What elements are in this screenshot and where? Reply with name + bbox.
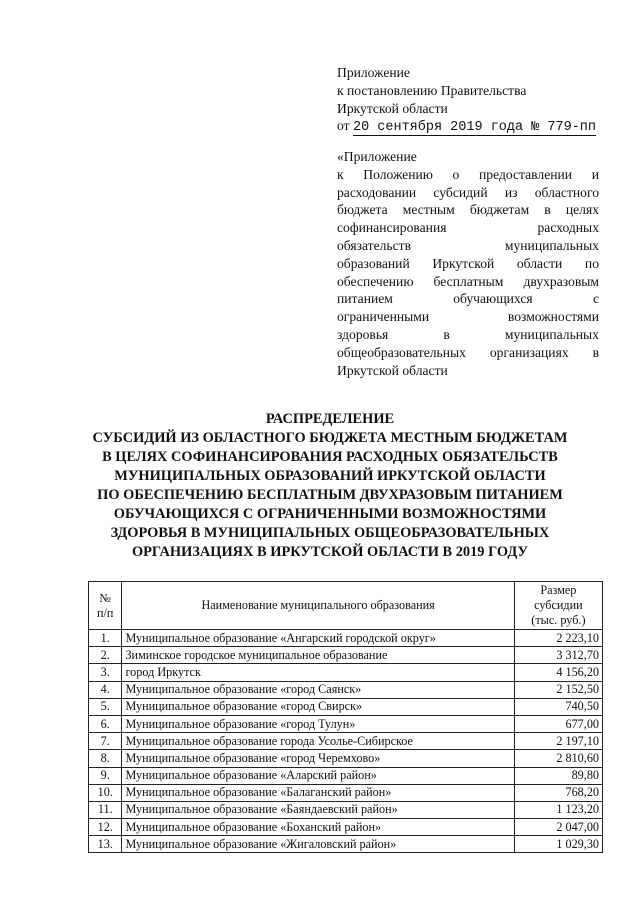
appendix-date-line: [337, 117, 599, 137]
document-title: [60, 410, 600, 562]
row-number: 5.: [89, 698, 122, 715]
row-subsidy: 2 197,10: [514, 733, 602, 750]
title-line: РАСПРЕДЕЛЕНИЕ: [265, 411, 395, 427]
table-row: [89, 750, 603, 767]
row-subsidy: 2 152,50: [514, 681, 602, 698]
row-number: 12.: [89, 819, 122, 836]
row-subsidy: 3 312,70: [514, 647, 602, 664]
title-line: ЗДОРОВЬЯ В МУНИЦИПАЛЬНЫХ ОБЩЕОБРАЗОВАТЕЛЬНЫХ: [110, 525, 550, 541]
table-row: [89, 630, 603, 647]
row-municipality: город Иркутск: [122, 664, 514, 681]
table-row: [89, 767, 603, 784]
header-subsidy-line: (тыс. руб.): [531, 613, 586, 627]
regulation-line: образований Иркутской области по: [337, 255, 599, 271]
row-municipality: Муниципальное образование «Боханский район»: [122, 819, 514, 836]
regulation-reference: [337, 148, 599, 379]
row-subsidy: 1 029,30: [514, 836, 602, 853]
regulation-line: софинансирования расходных: [337, 220, 599, 236]
row-municipality: Муниципальное образование «Баяндаевский район»: [122, 801, 514, 818]
row-number: 8.: [89, 750, 122, 767]
row-municipality: Муниципальное образование «Жигаловский район»: [122, 836, 514, 853]
row-number: 13.: [89, 836, 122, 853]
regulation-line: здоровья в муниципальных: [337, 326, 599, 342]
title-line: МУНИЦИПАЛЬНЫХ ОБРАЗОВАНИЙ ИРКУТСКОЙ ОБЛАСТИ: [114, 468, 546, 484]
table-row: [89, 664, 603, 681]
header-subsidy-line: Размер: [540, 583, 577, 597]
regulation-line: к Положению о предоставлении и: [337, 166, 599, 182]
row-municipality: Муниципальное образование «город Черемхово»: [122, 750, 514, 767]
row-municipality: Муниципальное образование «город Свирск»: [122, 698, 514, 715]
row-municipality: Муниципальное образование «Ангарский городской округ»: [122, 630, 514, 647]
table-row: [89, 733, 603, 750]
regulation-line: питанием обучающихся с: [337, 291, 599, 307]
table-row: [89, 698, 603, 715]
row-number: 1.: [89, 630, 122, 647]
subsidy-table: [88, 581, 603, 853]
header-number-line: п/п: [97, 605, 114, 620]
regulation-line: бюджета местным бюджетам в целях: [337, 202, 599, 218]
row-municipality: Зиминское городское муниципальное образование: [122, 647, 514, 664]
appendix-title: Приложение: [337, 65, 410, 80]
row-municipality: Муниципальное образование города Усолье-Сибирское: [122, 733, 514, 750]
row-number: 4.: [89, 681, 122, 698]
row-number: 2.: [89, 647, 122, 664]
row-number: 7.: [89, 733, 122, 750]
row-municipality: Муниципальное образование «город Тулун»: [122, 715, 514, 732]
row-subsidy: 2 047,00: [514, 819, 602, 836]
title-line: СУБСИДИЙ ИЗ ОБЛАСТНОГО БЮДЖЕТА МЕСТНЫМ БЮДЖЕТАМ: [92, 430, 568, 446]
table-row: [89, 784, 603, 801]
row-subsidy: 4 156,20: [514, 664, 602, 681]
row-number: 9.: [89, 767, 122, 784]
resolution-date: 20 сентября 2019 года № 779-пп: [352, 120, 597, 136]
title-line: ПО ОБЕСПЕЧЕНИЮ БЕСПЛАТНЫМ ДВУХРАЗОВЫМ ПИТАНИЕМ: [97, 487, 563, 503]
date-prefix: от: [337, 118, 350, 134]
row-municipality: Муниципальное образование «Балаганский район»: [122, 784, 514, 801]
table-row: [89, 681, 603, 698]
title-line: ОБУЧАЮЩИХСЯ С ОГРАНИЧЕННЫМИ ВОЗМОЖНОСТЯМИ: [113, 506, 547, 522]
header-municipality: Наименование муниципального образования: [122, 582, 514, 630]
row-number: 3.: [89, 664, 122, 681]
regulation-line: общеобразовательных организациях в: [337, 344, 599, 360]
header-subsidy: [514, 582, 602, 630]
row-number: 11.: [89, 801, 122, 818]
title-line: ОРГАНИЗАЦИЯХ В ИРКУТСКОЙ ОБЛАСТИ В 2019 ГОДУ: [131, 544, 529, 560]
regulation-line: обязательств муниципальных: [337, 237, 599, 253]
table-row: [89, 715, 603, 732]
table-header-row: [89, 582, 603, 630]
title-line: В ЦЕЛЯХ СОФИНАНСИРОВАНИЯ РАСХОДНЫХ ОБЯЗАТЕЛЬСТВ: [102, 449, 558, 465]
row-subsidy: 740,50: [514, 698, 602, 715]
row-number: 10.: [89, 784, 122, 801]
row-municipality: Муниципальное образование «Аларский район»: [122, 767, 514, 784]
regulation-line: ограниченными возможностями: [337, 309, 599, 325]
row-subsidy: 2 223,10: [514, 630, 602, 647]
table-row: [89, 819, 603, 836]
table-row: [89, 801, 603, 818]
header-number: [89, 582, 122, 630]
regulation-line: обеспечению бесплатным двухразовым: [337, 273, 599, 289]
row-subsidy: 89,80: [514, 767, 602, 784]
row-municipality: Муниципальное образование «город Саянск»: [122, 681, 514, 698]
header-number-line: №: [99, 590, 112, 605]
regulation-line: расходовании субсидий из областного: [337, 184, 599, 200]
row-subsidy: 1 123,20: [514, 801, 602, 818]
appendix-line-resolution: к постановлению Правительства: [337, 82, 527, 98]
regulation-line: Иркутской области: [337, 362, 448, 378]
table-row: [89, 836, 603, 853]
regulation-line: «Приложение: [337, 149, 417, 164]
row-subsidy: 768,20: [514, 784, 602, 801]
row-subsidy: 2 810,60: [514, 750, 602, 767]
appendix-block: [337, 64, 599, 137]
row-subsidy: 677,00: [514, 715, 602, 732]
appendix-line-region: Иркутской области: [337, 100, 448, 116]
row-number: 6.: [89, 715, 122, 732]
table-row: [89, 647, 603, 664]
header-subsidy-line: субсидии: [534, 598, 583, 612]
